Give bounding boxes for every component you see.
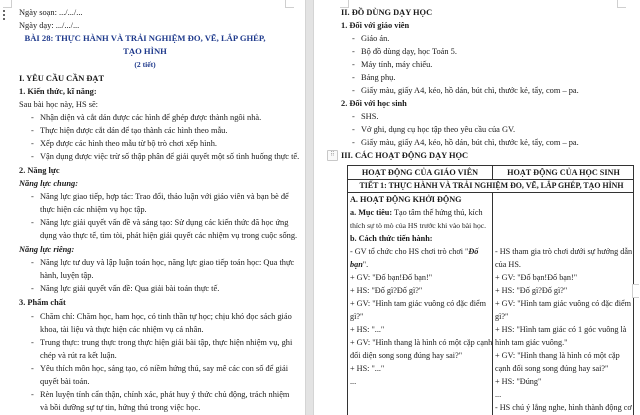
margin-corner-mark	[617, 0, 626, 8]
column-divider	[492, 166, 493, 179]
lesson-duration: (2 tiết)	[134, 60, 156, 69]
bullet-dash: -	[31, 218, 34, 227]
table-cell-line: gì?"	[350, 312, 364, 321]
document-page-right[interactable]	[314, 0, 640, 415]
table-cell-line: + HS: "Đúng"	[495, 377, 542, 386]
table-header-row	[348, 166, 633, 180]
table-cell-line: thích sự tò mò của HS trước khi vào bài học.	[350, 221, 487, 230]
bullet-dash: -	[352, 86, 355, 95]
column-header-teacher: HOẠT ĐỘNG CỦA GIÁO VIÊN	[361, 168, 479, 177]
document-page-left[interactable]	[0, 0, 305, 415]
list-item: Chăm chỉ: Chăm học, ham học, có tinh thần tự học; chịu khó đọc sách giáo	[40, 312, 292, 321]
list-item: Xếp được các hình theo mẫu từ bộ trò chơi xếp hình.	[40, 139, 218, 148]
table-cell-line: + HS: "Đố gì?Đố gì?"	[495, 286, 568, 295]
date-prepared: Ngày soạn: .../.../...	[19, 8, 83, 17]
section-heading: III. CÁC HOẠT ĐỘNG DẠY HỌC	[341, 151, 469, 160]
list-item: Máy tính, máy chiếu.	[361, 60, 433, 69]
subsection-heading: 2. Đối với học sinh	[341, 99, 407, 108]
bullet-dash: -	[31, 192, 34, 201]
list-item: Giáo án.	[361, 34, 390, 43]
date-taught: Ngày dạy: .../.../...	[19, 21, 80, 30]
table-cell-line: b. Cách thức tiến hành:	[350, 234, 433, 243]
page-gutter	[305, 0, 314, 415]
activities-table	[347, 165, 634, 415]
subsection-heading: 1. Đối với giáo viên	[341, 21, 410, 30]
list-item: SHS.	[361, 112, 379, 121]
bullet-dash: -	[31, 258, 34, 267]
list-item: Bộ đồ dùng dạy, học Toán 5.	[361, 47, 457, 56]
subsection-heading: 2. Năng lực	[19, 166, 60, 175]
subsection-heading: Năng lực riêng:	[19, 245, 75, 254]
table-cell-line: cạnh đối song song đúng hay sai?"	[495, 364, 609, 373]
bullet-dash: -	[352, 112, 355, 121]
table-cell-line: + GV: "Hình tam giác vuông có đặc điểm	[350, 299, 487, 308]
bullet-dash: -	[31, 390, 34, 399]
list-item: Giấy màu, giấy A4, kéo, hồ dán, bút chì, thước kẻ, tẩy, com – pa.	[361, 138, 579, 147]
list-item-cont: hành, luyện tập.	[40, 271, 94, 280]
table-cell-line: + GV: "Đố bạn!Đố bạn!"	[495, 273, 578, 282]
subsection-heading: 3. Phẩm chất	[19, 298, 66, 307]
list-item: Năng lực giải quyết vấn đề: Qua giải bài toán thực tế.	[40, 284, 220, 293]
table-cell-line: + GV: "Hình thang là hình có một cặp cạnh	[350, 338, 493, 347]
list-item: Rèn luyện tính cẩn thận, chính xác, phát huy ý thức chủ động, trách nhiệm	[40, 390, 290, 399]
list-item: Giấy màu, giấy A4, kéo, hồ dán, bút chì, thước kẻ, tẩy, com – pa.	[361, 86, 579, 95]
bullet-dash: -	[31, 364, 34, 373]
table-cell-line: gì?"	[495, 312, 509, 321]
bullet-dash: -	[352, 60, 355, 69]
bullet-dash: -	[352, 73, 355, 82]
table-cell-line: + GV: "Đố bạn!Đố bạn!"	[350, 273, 433, 282]
bullet-dash: -	[31, 152, 34, 161]
list-item: Bảng phụ.	[361, 73, 396, 82]
list-item: Trung thực: trung thực trong thực hiện giải bài tập, thực hiện nhiệm vụ, ghi	[40, 338, 293, 347]
table-cell-line: + HS: "Đố gì?Đố gì?"	[350, 286, 423, 295]
paragraph: Sau bài học này, HS sẽ:	[19, 100, 99, 109]
table-cell-line: + HS: "Hình tam giác có 1 góc vuông là	[495, 325, 627, 334]
subsection-heading: 1. Kiến thức, kĩ năng:	[19, 87, 97, 96]
table-cell-line: của HS.	[495, 260, 521, 269]
bullet-dash: -	[31, 139, 34, 148]
list-item: Yêu thích môn học, sáng tạo, có niềm hứng thú, say mê các con số để giải	[40, 364, 289, 373]
subsection-heading: Năng lực chung:	[19, 179, 78, 188]
comment-marker-icon[interactable]	[632, 284, 639, 298]
lesson-title-line2: TẠO HÌNH	[123, 46, 167, 56]
table-cell-line: đối diện song song đúng hay sai?"	[350, 351, 463, 360]
table-cell-line: + GV: "Hình thang là hình có một cặp	[495, 351, 620, 360]
bullet-dash: -	[352, 34, 355, 43]
list-item: Vận dụng được việc trừ số thập phân để giải quyết một số tình huống thực tế.	[40, 152, 300, 161]
bullet-dash: -	[352, 138, 355, 147]
list-item-cont: thực hiện các nhiệm vụ học tập.	[40, 205, 147, 214]
bullet-dash: -	[352, 125, 355, 134]
list-item-cont: quyết bài toán.	[40, 377, 90, 386]
list-item-cont: dụng vào thực tế, tìm tòi, phát hiện giải quyết các nhiệm vụ trong cuộc sống.	[40, 231, 298, 240]
table-cell-line: ...	[495, 390, 502, 399]
lesson-title: BÀI 28: THỰC HÀNH VÀ TRẢI NGHIỆM ĐO, VẼ, LẮP GHÉP,	[24, 33, 266, 43]
table-cell-line: a. Mục tiêu: Tạo tâm thế hứng thú, kích	[350, 208, 483, 217]
bullet-dash: -	[352, 47, 355, 56]
section-heading: I. YÊU CẦU CẦN ĐẠT	[19, 74, 105, 83]
table-cell-line: + HS: "..."	[350, 325, 385, 334]
table-cell-line: ...	[350, 377, 357, 386]
bullet-dash: -	[31, 113, 34, 122]
list-item-cont: khoa, tài liệu và thực hiện các nhiệm vụ cá nhân.	[40, 325, 204, 334]
block-drag-handle-icon[interactable]	[3, 10, 6, 22]
bullet-dash: -	[31, 126, 34, 135]
list-item-cont: và bồi dưỡng sự tự tin, hứng thú trong việc học.	[40, 403, 201, 412]
column-header-student: HOẠT ĐỘNG CỦA HỌC SINH	[507, 168, 620, 177]
list-item: Vở ghi, dụng cụ học tập theo yêu cầu của GV.	[361, 125, 516, 134]
table-cell-line: + HS: "..."	[350, 364, 385, 373]
table-cell-line: A. HOẠT ĐỘNG KHỞI ĐỘNG	[350, 195, 462, 204]
bullet-dash: -	[31, 284, 34, 293]
margin-corner-mark	[3, 0, 12, 8]
table-cell-line: + GV: "Hình tam giác vuông có đặc điểm	[495, 299, 632, 308]
section-heading: II. ĐỒ DÙNG DẠY HỌC	[341, 8, 433, 17]
table-cell-line: - HS chú ý lắng nghe, hình thành động cơ	[495, 403, 632, 412]
list-item: Năng lực giao tiếp, hợp tác: Trao đổi, thảo luận với giáo viên và bạn bè để	[40, 192, 289, 201]
list-item: Năng lực giải quyết vấn đề và sáng tạo: Sử dụng các kiến thức đã học ứng	[40, 218, 289, 227]
bullet-dash: -	[31, 338, 34, 347]
table-cell-line: bạn".	[350, 260, 369, 269]
list-item-cont: chép và rút ra kết luận.	[40, 351, 117, 360]
table-cell-line: - HS tham gia trò chơi dưới sự hướng dẫn	[495, 247, 633, 256]
table-move-handle-icon[interactable]: ⠿	[327, 150, 338, 161]
list-item: Năng lực tư duy và lập luận toán học, năng lực giao tiếp toán học: Qua thực	[40, 258, 295, 267]
column-divider	[492, 193, 493, 415]
margin-corner-mark	[285, 0, 294, 8]
bullet-dash: -	[31, 312, 34, 321]
table-cell-line: - GV tổ chức cho HS chơi trò chơi "Đố	[350, 247, 479, 256]
period-title: TIẾT 1: THỰC HÀNH VÀ TRẢI NGHIỆM ĐO, VẼ, LẮP GHÉP, TẠO HÌNH	[359, 181, 624, 190]
list-item: Thực hiện được cắt dán để tạo thành các hình theo mẫu.	[40, 126, 228, 135]
table-cell-line: hình tam giác vuông."	[495, 338, 568, 347]
table-period-row	[348, 179, 633, 193]
list-item: Nhận diện và cắt dán được các hình để ghép được thành ngôi nhà.	[40, 113, 262, 122]
